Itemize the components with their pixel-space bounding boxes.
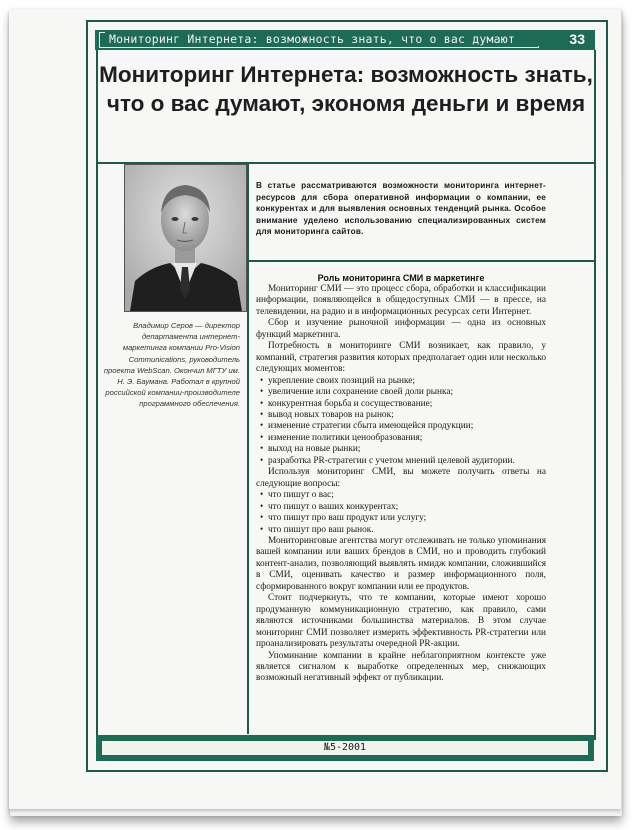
paragraph: Сбор и изучение рыночной информации — одна из основных функций маркетинга. [256, 318, 546, 340]
author-caption: Владимир Серов — директор департамента интернет-маркетинга компании Pro-Vision Communications, руководитель проекта WebScan. Окончил МГТУ им. Н. Э. Баумана. Работал в крупной российской компании-производителе программного обеспечения. [103, 321, 240, 409]
paragraph: Потребность в мониторинге СМИ возникает, как правило, у компаний, стратегия развития которых предполагает один или несколько следующих моментов: [256, 341, 546, 375]
paragraph: Мониторинг СМИ — это процесс сбора, обработки и классификации информации, появляющейся в общедоступных СМИ — в прессе, на телевидении, на радио и в информационных ресурсах сети Интернет. [256, 284, 546, 317]
list-item: • изменение политики ценообразования; [256, 433, 546, 444]
list-item: • увеличение или сохранение своей доли рынка; [256, 387, 546, 398]
list-item: • разработка PR-стратегии с учетом мнений целевой аудитории. [256, 456, 546, 467]
column-divider [247, 164, 249, 734]
author-photo [124, 164, 247, 312]
list-item: • что пишут о ваших конкурентах; [256, 502, 546, 513]
running-header-title: Мониторинг Интернета: возможность знать, что о вас думают [105, 32, 539, 46]
list-item: • что пишут о вас; [256, 490, 546, 501]
article-title: Мониторинг Интернета: возможность знать, что о вас думают, экономя деньги и время [99, 62, 593, 116]
list-item: • конкурентная борьба и сосуществование; [256, 399, 546, 410]
paragraph: Мониторинговые агентства могут отслеживать не только упоминания вашей компании или ваших брендов в СМИ, но и проводить глубокий контент-анализ, позволяющий выявлять имидж компании, сложившийся в СМИ, оценивать качество и размер информационного поля, сформированного вокруг компании или ее продуктов. [256, 535, 546, 592]
running-footer [96, 735, 594, 761]
list-item: • что пишут про ваш продукт или услугу; [256, 513, 546, 524]
list-item: • вывод новых товаров на рынок; [256, 410, 546, 421]
page-number: 33 [569, 31, 585, 47]
abstract-divider [249, 260, 596, 262]
issue-number: №5-2001 [101, 740, 589, 756]
list-item: • укрепление своих позиций на рынке; [256, 376, 546, 387]
list-item: • выход на новые рынки; [256, 444, 546, 455]
right-column-rule [594, 50, 596, 740]
section-title: Роль мониторинга СМИ в маркетинге [317, 273, 485, 283]
paragraph: Используя мониторинг СМИ, вы можете получить ответы на следующие вопросы: [256, 467, 546, 489]
article-body [256, 284, 546, 685]
bullet-list-questions [256, 490, 546, 536]
running-header [95, 30, 595, 50]
bullet-list-strategy [256, 376, 546, 468]
left-column-rule [96, 50, 98, 740]
paragraph: Упоминание компании в крайне неблагоприятном контексте уже является сигналом к выработке определенных мер, снижающих возможный негативный эффект от публикации. [256, 650, 546, 684]
list-item: • что пишут про ваш рынок. [256, 525, 546, 536]
paragraph: Стоит подчеркнуть, что те компании, которые имеют хорошо продуманную коммуникационную стратегию, как правило, сами являются источниками большинства материалов. В этом случае мониторинг СМИ позволяет измерить эффективность PR-стратегии или проанализировать результаты очередной PR-акции. [256, 593, 546, 650]
article-abstract: В статье рассматриваются возможности мониторинга интернет-ресурсов для сбора оперативной информации о компании, ее конкурентах и для выявления основных тенденций рынка. Особое внимание уделено использованию специализированных систем для мониторинга сайтов. [256, 181, 546, 237]
list-item: • изменение стратегии сбыта имеющейся продукции; [256, 421, 546, 432]
